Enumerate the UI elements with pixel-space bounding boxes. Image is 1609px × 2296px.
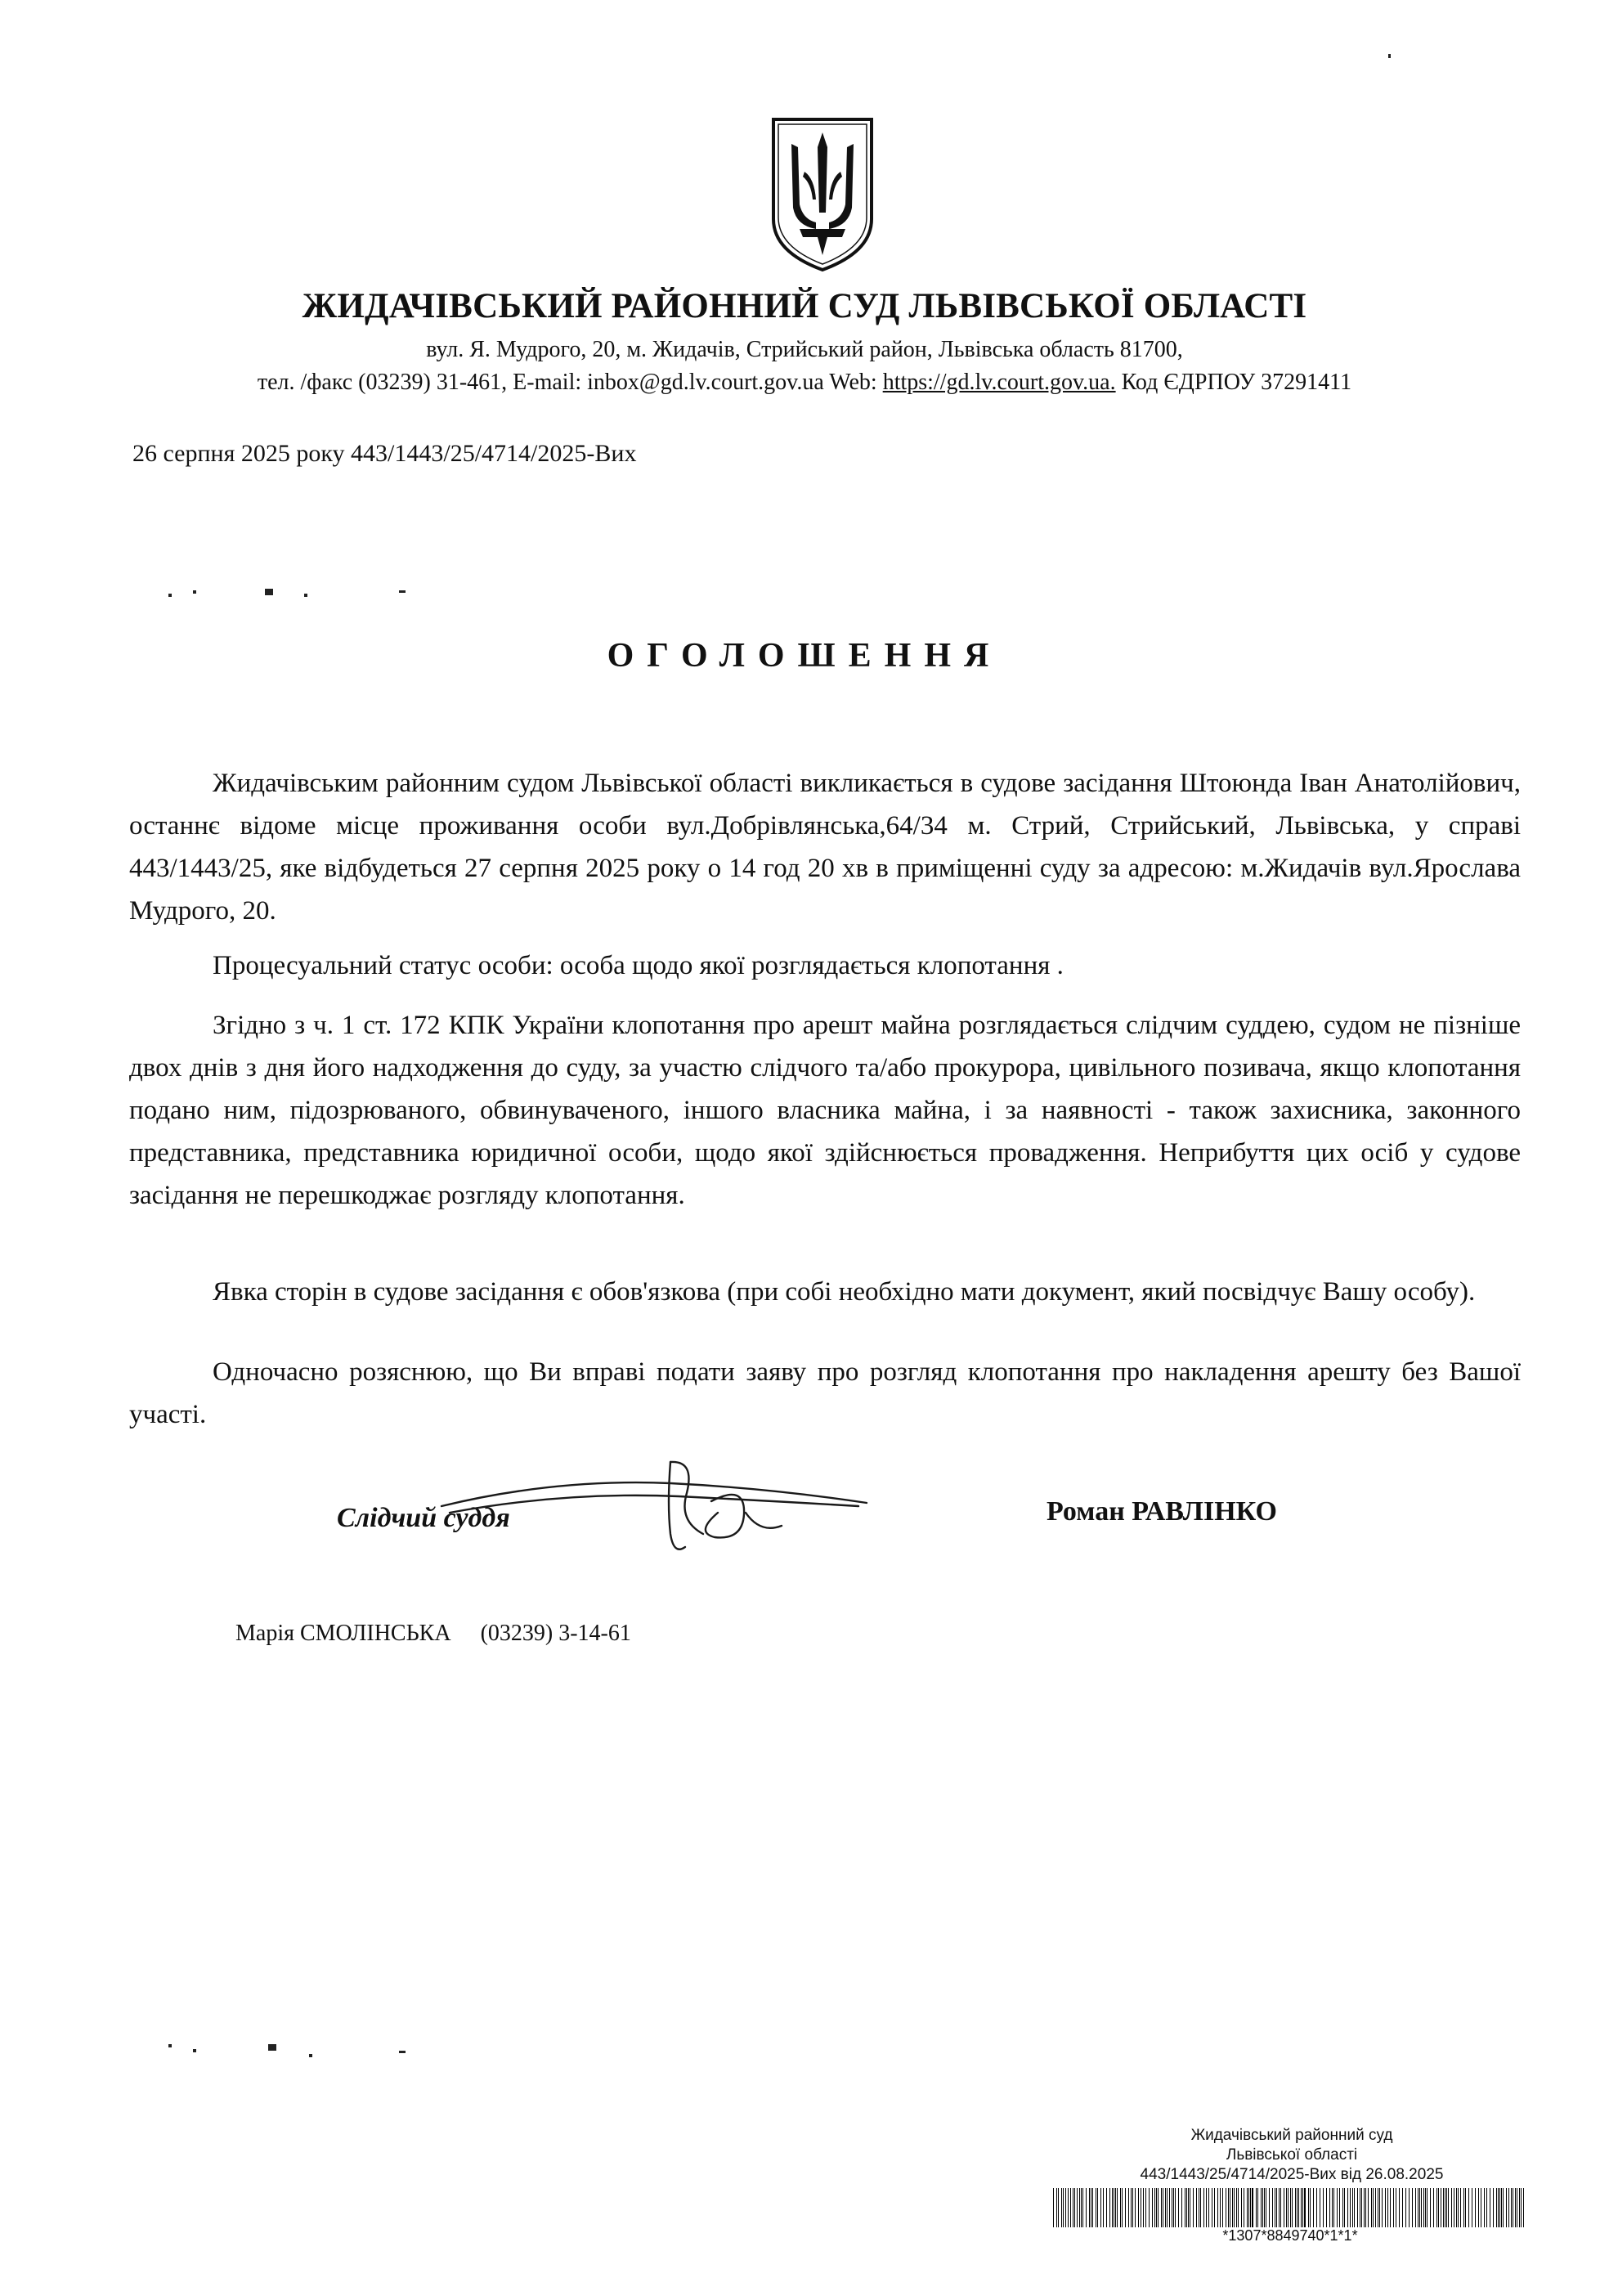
barcode-bar <box>1262 2188 1263 2227</box>
coat-of-arms-emblem <box>767 114 878 275</box>
barcode-bar <box>1387 2188 1388 2227</box>
barcode-bar <box>1361 2188 1362 2227</box>
barcode-bar <box>1188 2188 1189 2227</box>
attendance-paragraph: Явка сторін в судове засідання є обов'язкова (при собі необхідно мати документ, який посвідчує Вашу особу). <box>213 1277 1476 1307</box>
barcode-bar <box>1236 2188 1237 2227</box>
barcode-bar <box>1154 2188 1155 2227</box>
executor-phone: (03239) 3-14-61 <box>480 1621 631 1646</box>
barcode-bar <box>1478 2188 1479 2227</box>
barcode-bar <box>1286 2188 1287 2227</box>
barcode-bar <box>1344 2188 1345 2227</box>
barcode-bar <box>1082 2188 1083 2227</box>
barcode-bar <box>1086 2188 1087 2227</box>
document-heading: ОГОЛОШЕННЯ <box>607 637 1002 675</box>
barcode-bar <box>1375 2188 1376 2227</box>
contact-phone-email: тел. /факс (03239) 31-461, E-mail: inbox@gd.lv.court.gov.ua Web: <box>257 370 883 395</box>
barcode-bar <box>1443 2188 1444 2227</box>
barcode-bar <box>1390 2188 1391 2227</box>
scan-speck <box>399 590 406 593</box>
scan-speck <box>268 2044 276 2051</box>
barcode-bar <box>1058 2188 1059 2227</box>
barcode-bar <box>1402 2188 1403 2227</box>
barcode-bar <box>1125 2188 1126 2227</box>
barcode-bar <box>1418 2188 1419 2227</box>
outgoing-reference: 26 серпня 2025 року 443/1443/25/4714/2025-Вих <box>132 440 637 467</box>
barcode-bar <box>1373 2188 1374 2227</box>
scan-speck <box>399 2051 406 2053</box>
barcode-bar <box>1409 2188 1410 2227</box>
barcode-bar <box>1438 2188 1439 2227</box>
barcode-bar <box>1323 2188 1324 2227</box>
barcode-bar <box>1412 2188 1413 2227</box>
barcode-bar <box>1425 2188 1426 2227</box>
barcode-bar <box>1288 2188 1289 2227</box>
barcode-bar <box>1298 2188 1299 2227</box>
court-title: ЖИДАЧІВСЬКИЙ РАЙОННИЙ СУД ЛЬВІВСЬКОЇ ОБЛАСТІ <box>302 287 1307 325</box>
legal-basis-paragraph: Згідно з ч. 1 ст. 172 КПК України клопотання про арешт майна розглядається слідчим суддею, судом не пізніше двох днів з дня його надходження до суду, за участю слідчого та/або прокурора, цивільного позивача, якщо клопотання подано ним, підозрюваного, обвинуваченого, іншого власника майна, і за наявності - також захисника, законного представника, представника юридичної особи, щодо якої здійснюється провадження. Неприбуття цих осіб у судове засідання не перешкоджає розгляду клопотання. <box>129 1011 1521 1210</box>
barcode-bar <box>1203 2188 1204 2227</box>
barcode-bar <box>1143 2188 1144 2227</box>
barcode-bar <box>1515 2188 1516 2227</box>
barcode-bar <box>1181 2188 1182 2227</box>
signatory-role: Слідчий суддя <box>337 1503 510 1533</box>
barcode-bar <box>1280 2188 1281 2227</box>
barcode-bar <box>1178 2188 1179 2227</box>
barcode-bar <box>1100 2188 1101 2227</box>
barcode-bar <box>1498 2188 1499 2227</box>
barcode-bar <box>1089 2188 1090 2227</box>
barcode-bar <box>1092 2188 1093 2227</box>
signatory-name: Роман РАВЛІНКО <box>1047 1496 1277 1527</box>
barcode-bar <box>1521 2188 1522 2227</box>
barcode-bar <box>1152 2188 1153 2227</box>
barcode-bar <box>1122 2188 1123 2227</box>
stamp-court-name: Жидачівський районний суд <box>1190 2127 1393 2144</box>
barcode-bar <box>1061 2188 1062 2227</box>
barcode-bar <box>1200 2188 1201 2227</box>
barcode-bar <box>1053 2188 1054 2227</box>
barcode-bar <box>1272 2188 1273 2227</box>
court-contacts <box>0 370 1609 396</box>
barcode-bar <box>1433 2188 1434 2227</box>
handwritten-signature <box>425 1455 883 1562</box>
barcode-bar <box>1097 2188 1098 2227</box>
barcode-bar <box>1065 2188 1066 2227</box>
barcode-bar <box>1220 2188 1221 2227</box>
barcode-bar <box>1149 2188 1150 2227</box>
barcode-bar <box>1077 2188 1078 2227</box>
barcode-bar <box>1301 2188 1302 2227</box>
barcode-bar <box>1248 2188 1249 2227</box>
barcode-bar <box>1448 2188 1449 2227</box>
procedural-status-paragraph: Процесуальний статус особи: особа щодо якої розглядається клопотання . <box>213 951 1064 980</box>
court-address: вул. Я. Мудрого, 20, м. Жидачів, Стрийський район, Львівська область 81700, <box>426 337 1183 362</box>
scan-speck <box>168 594 172 597</box>
barcode-bar <box>1106 2188 1107 2227</box>
barcode-bar <box>1523 2188 1524 2227</box>
barcode-bar <box>1276 2188 1277 2227</box>
executor-name: Марія СМОЛІНСЬКА <box>235 1621 451 1646</box>
barcode-bar <box>1486 2188 1487 2227</box>
barcode-bar <box>1446 2188 1447 2227</box>
barcode-bar <box>1132 2188 1133 2227</box>
barcode-bar <box>1337 2188 1338 2227</box>
barcode-bar <box>1247 2188 1248 2227</box>
barcode-bar <box>1081 2188 1082 2227</box>
scan-speck <box>304 594 307 597</box>
barcode-bar <box>1165 2188 1166 2227</box>
barcode-bar <box>1405 2188 1406 2227</box>
barcode-bar <box>1332 2188 1333 2227</box>
barcode-bar <box>1228 2188 1229 2227</box>
barcode-bar <box>1399 2188 1400 2227</box>
barcode-bar <box>1304 2188 1306 2227</box>
barcode-bar <box>1056 2188 1057 2227</box>
barcode-bar <box>1128 2188 1129 2227</box>
barcode-bar <box>1297 2188 1298 2227</box>
barcode-bar <box>1333 2188 1334 2227</box>
scan-speck <box>193 2049 196 2052</box>
barcode-bar <box>1316 2188 1317 2227</box>
barcode-bar <box>1496 2188 1497 2227</box>
barcode-bar <box>1465 2188 1466 2227</box>
court-website-link[interactable]: https://gd.lv.court.gov.ua. <box>882 370 1116 395</box>
barcode-bar <box>1329 2188 1330 2227</box>
barcode-bar <box>1493 2188 1494 2227</box>
barcode-bar <box>1393 2188 1394 2227</box>
scan-speck <box>265 589 273 595</box>
barcode-bar <box>1250 2188 1251 2227</box>
barcode-bar <box>1269 2188 1270 2227</box>
barcode-bar <box>1279 2188 1280 2227</box>
barcode-bar <box>1222 2188 1223 2227</box>
barcode-bar <box>1364 2188 1365 2227</box>
barcode-bar <box>1145 2188 1146 2227</box>
barcode-bar <box>1261 2188 1262 2227</box>
scan-speck <box>309 2054 312 2057</box>
barcode-bar <box>1161 2188 1162 2227</box>
barcode-bar <box>1206 2188 1207 2227</box>
barcode-bar <box>1421 2188 1422 2227</box>
barcode-bar <box>1074 2188 1075 2227</box>
barcode-bar <box>1326 2188 1327 2227</box>
barcode-bar <box>1138 2188 1139 2227</box>
barcode-bar <box>1214 2188 1215 2227</box>
barcode-bar <box>1342 2188 1343 2227</box>
barcode-bar <box>1120 2188 1121 2227</box>
barcode-bar <box>1193 2188 1194 2227</box>
barcode-bar <box>1460 2188 1461 2227</box>
barcode-bar <box>1238 2188 1239 2227</box>
barcode-bar <box>1430 2188 1431 2227</box>
barcode-bar <box>1451 2188 1452 2227</box>
barcode-bar <box>1264 2188 1265 2227</box>
barcode-bar <box>1169 2188 1170 2227</box>
barcode-bar <box>1131 2188 1132 2227</box>
stamp-registration-number: 443/1443/25/4714/2025-Вих від 26.08.2025 <box>1140 2166 1444 2183</box>
barcode-bar <box>1503 2188 1504 2227</box>
barcode-bar <box>1290 2188 1291 2227</box>
barcode-bar <box>1508 2188 1509 2227</box>
barcode-bar <box>1112 2188 1113 2227</box>
barcode-bar <box>1115 2188 1116 2227</box>
barcode-bar <box>1463 2188 1464 2227</box>
barcode-bar <box>1135 2188 1136 2227</box>
clarification-paragraph: Одночасно розяснюю, що Ви вправі подати заяву про розгляд клопотання про накладення арешту без Вашої участі. <box>129 1357 1521 1429</box>
barcode-bar <box>1158 2188 1159 2227</box>
barcode-bar <box>1079 2188 1080 2227</box>
scan-speck <box>168 2044 172 2047</box>
barcode-bar <box>1484 2188 1485 2227</box>
barcode-bar <box>1068 2188 1069 2227</box>
barcode-bar <box>1382 2188 1383 2227</box>
barcode-bar <box>1415 2188 1416 2227</box>
barcode-bar <box>1256 2188 1257 2227</box>
barcode-bar <box>1371 2188 1372 2227</box>
barcode-bar <box>1234 2188 1235 2227</box>
barcode-bar <box>1156 2188 1157 2227</box>
edrpou-code: Код ЄДРПОУ 37291411 <box>1115 370 1352 395</box>
barcode-bar <box>1365 2188 1366 2227</box>
registration-barcode <box>1051 2188 1529 2227</box>
barcode-bar <box>1117 2188 1118 2227</box>
barcode-bar <box>1103 2188 1104 2227</box>
barcode-bar <box>1456 2188 1457 2227</box>
barcode-bar <box>1501 2188 1502 2227</box>
barcode-bar <box>1196 2188 1197 2227</box>
summons-paragraph: Жидачівським районним судом Львівської області викликається в судове засідання Штоюнда Іван Анатолійович, останнє відоме місце проживання особи вул.Добрівлянська,64/34 м. Стрий, Стрийський, Львівська, у справі 443/1443/25, яке відбудеться 27 серпня 2025 року о 14 год 20 хв в приміщенні суду за адресою: м.Жидачів вул.Ярослава Мудрого, 20. <box>129 769 1521 926</box>
scan-speck <box>1388 54 1391 58</box>
barcode-bar <box>1423 2188 1424 2227</box>
barcode-bar <box>1511 2188 1512 2227</box>
barcode-bar <box>1368 2188 1369 2227</box>
barcode-bar <box>1302 2188 1303 2227</box>
barcode-bar <box>1109 2188 1110 2227</box>
registration-stamp <box>1047 2126 1537 2185</box>
barcode-bar <box>1308 2188 1309 2227</box>
barcode-bar <box>1436 2188 1437 2227</box>
stamp-region: Львівської області <box>1226 2146 1358 2164</box>
barcode-bar <box>1347 2188 1348 2227</box>
barcode-bar <box>1354 2188 1355 2227</box>
barcode-bar <box>1357 2188 1358 2227</box>
executor-info <box>235 1621 631 1647</box>
barcode-bar <box>1506 2188 1507 2227</box>
barcode-bar <box>1313 2188 1314 2227</box>
barcode-bar <box>1379 2188 1380 2227</box>
barcode-bar <box>1458 2188 1459 2227</box>
barcode-bar <box>1350 2188 1351 2227</box>
barcode-bar <box>1310 2188 1311 2227</box>
barcode-bar <box>1241 2188 1242 2227</box>
barcode-bar <box>1186 2188 1187 2227</box>
barcode-bar <box>1468 2188 1469 2227</box>
barcode-bar <box>1217 2188 1218 2227</box>
barcode-bar <box>1419 2188 1420 2227</box>
barcode-bar <box>1232 2188 1233 2227</box>
barcode-caption: *1307*8849740*1*1* <box>1222 2227 1358 2244</box>
barcode-bar <box>1257 2188 1258 2227</box>
barcode-bar <box>1070 2188 1071 2227</box>
barcode-bar <box>1499 2188 1500 2227</box>
scan-speck <box>193 590 196 594</box>
barcode-bar <box>1475 2188 1476 2227</box>
barcode-bar <box>1167 2188 1168 2227</box>
barcode-bar <box>1292 2188 1293 2227</box>
barcode-bar <box>1252 2188 1253 2227</box>
barcode-bar <box>1352 2188 1353 2227</box>
barcode-bar <box>1173 2188 1174 2227</box>
barcode-bar <box>1339 2188 1340 2227</box>
barcode-bar <box>1519 2188 1520 2227</box>
barcode-bar <box>1208 2188 1209 2227</box>
barcode-bar <box>1385 2188 1386 2227</box>
barcode-bar <box>1175 2188 1176 2227</box>
barcode-bar <box>1063 2188 1064 2227</box>
barcode-bar <box>1295 2188 1296 2227</box>
